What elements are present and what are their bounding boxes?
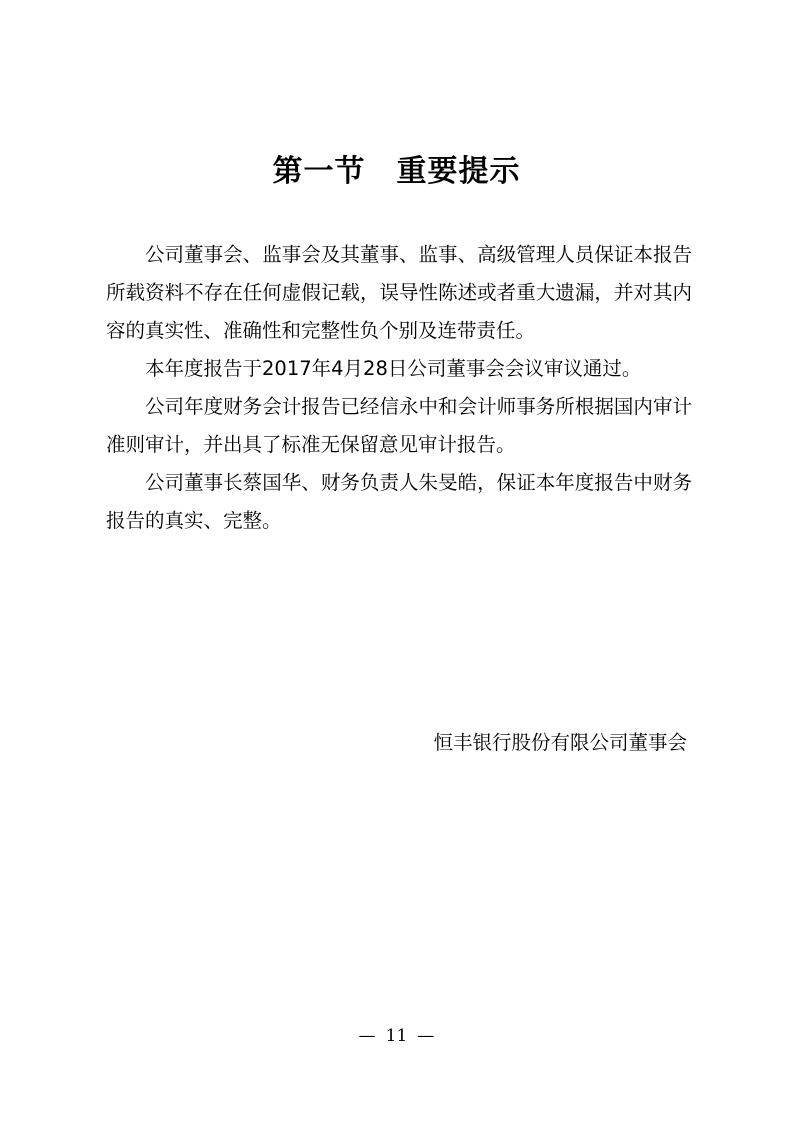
notice-body — [106, 236, 692, 540]
paragraph-board-approval: 本年度报告于2017年4月28日公司董事会会议审议通过。 — [145, 357, 642, 380]
paragraph-executive-guarantee: 公司董事长蔡国华、财务负责人朱旻皓，保证本年度报告中财务报告的真实、完整。 — [106, 471, 692, 532]
page-number: 11 — [385, 1026, 408, 1046]
paragraph-responsibility-statement: 公司董事会、监事会及其董事、监事、高级管理人员保证本报告所载资料不存在任何虚假记载，误导性陈述或者重大遗漏，并对其内容的真实性、准确性和完整性负个别及连带责任。 — [106, 243, 692, 342]
section-title: 第一节 重要提示 — [272, 154, 521, 189]
page-number-right-dash: — — [417, 1026, 435, 1046]
page-number-left-dash: — — [358, 1026, 376, 1046]
paragraph-audit-opinion: 公司年度财务会计报告已经信永中和会计师事务所根据国内审计准则审计，并出具了标准无保留意见审计报告。 — [106, 395, 692, 456]
page-number-footer — [0, 1024, 793, 1048]
board-signature: 恒丰银行股份有限公司董事会 — [433, 731, 687, 754]
